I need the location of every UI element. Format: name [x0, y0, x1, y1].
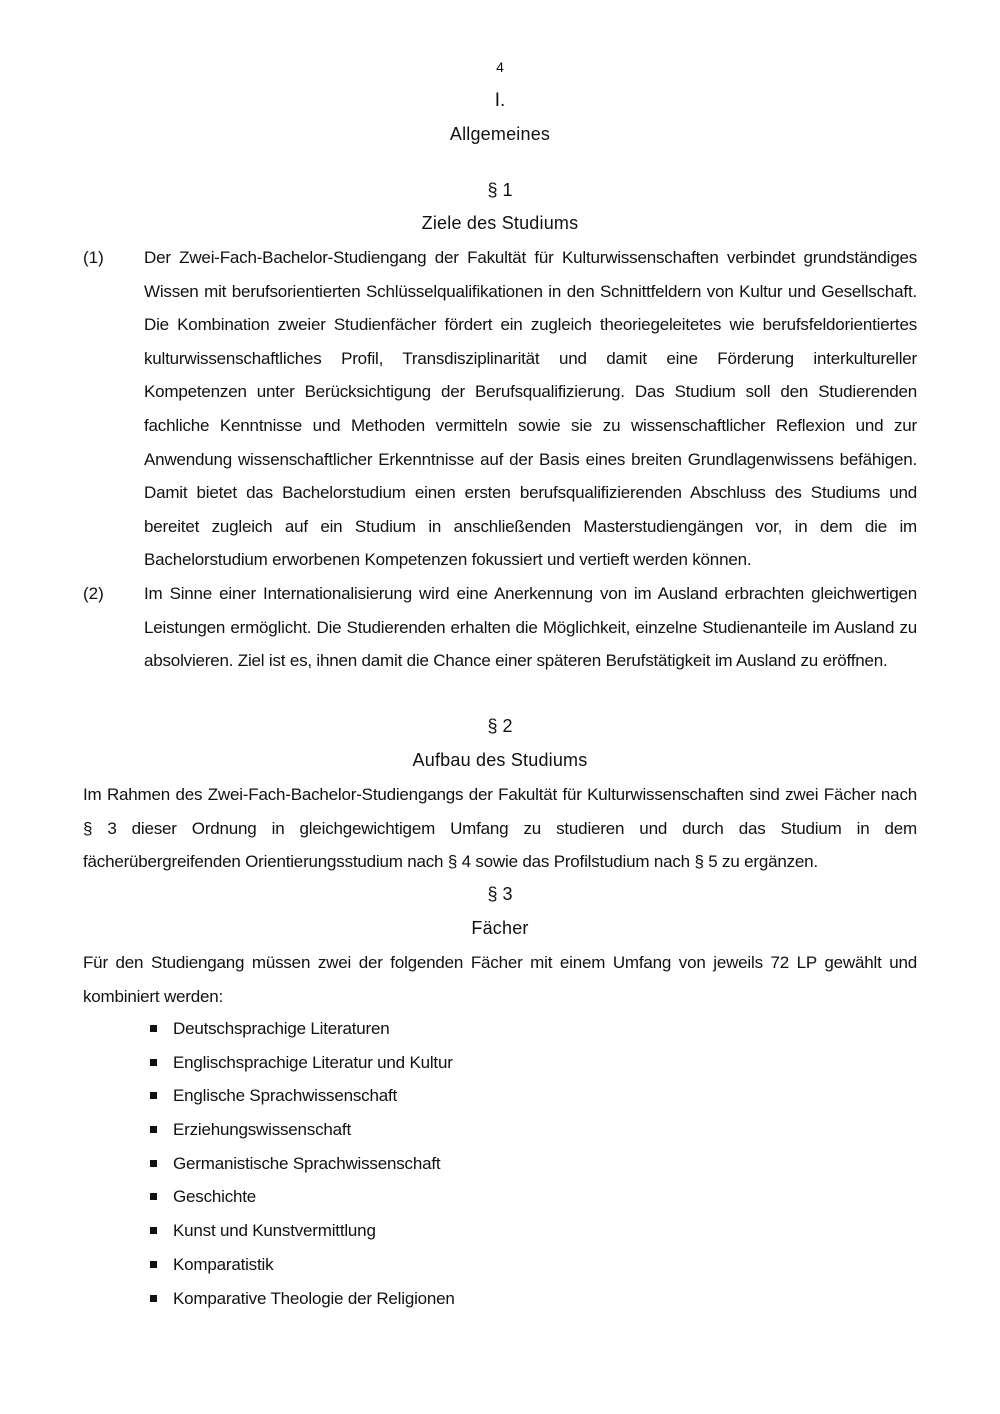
- subject-label: Erziehungswissenschaft: [173, 1120, 351, 1140]
- square-bullet-icon: [150, 1059, 157, 1066]
- item-text: Im Sinne einer Internationalisierung wird eine Anerkennung von im Ausland erbrachten gleichwertigen Leistungen ermöglicht. Die Studierenden erhalten die Möglichkeit, einzelne Studienanteile im Ausland zu absolvieren. Ziel ist es, ihnen damit die Chance einer späteren Berufstätigkeit im Ausland zu eröffnen.: [144, 584, 917, 671]
- section-2-text: Im Rahmen des Zwei-Fach-Bachelor-Studiengangs der Fakultät für Kulturwissenschaften sind zwei Fächer nach § 3 dieser Ordnung in gleichgewichtigem Umfang zu studieren und durch das Studium in dem fächerübergreifenden Orientierungsstudium nach § 4 sowie das Profilstudium nach § 5 zu ergänzen.: [83, 785, 917, 872]
- subject-label: Geschichte: [173, 1187, 257, 1207]
- square-bullet-icon: [150, 1092, 157, 1099]
- square-bullet-icon: [150, 1126, 157, 1133]
- item-number: (2): [83, 584, 104, 603]
- square-bullet-icon: [150, 1261, 157, 1268]
- item-number: (1): [83, 248, 104, 267]
- square-bullet-icon: [150, 1227, 157, 1234]
- part-numeral: I.: [494, 90, 506, 111]
- square-bullet-icon: [150, 1193, 157, 1200]
- subject-label: Komparative Theologie der Religionen: [173, 1288, 455, 1308]
- subject-label: Kunst und Kunstvermittlung: [173, 1221, 376, 1241]
- square-bullet-icon: [150, 1295, 157, 1302]
- subject-label: Komparatistik: [173, 1254, 274, 1274]
- subject-label: Germanistische Sprachwissenschaft: [173, 1153, 441, 1173]
- page-number: 4: [496, 59, 504, 75]
- square-bullet-icon: [150, 1025, 157, 1032]
- subject-label: Englische Sprachwissenschaft: [173, 1086, 398, 1106]
- section-3-title: Fächer: [471, 918, 529, 938]
- section-3-intro: Für den Studiengang müssen zwei der folgenden Fächer mit einem Umfang von jeweils 72 LP gewählt und kombiniert werden:: [83, 953, 917, 1006]
- section-1-sign: § 1: [487, 180, 513, 200]
- subject-label: Deutschsprachige Literaturen: [173, 1019, 390, 1038]
- part-title: Allgemeines: [449, 124, 551, 144]
- subject-label: Englischsprachige Literatur und Kultur: [173, 1052, 453, 1072]
- section-3-sign: § 3: [487, 884, 513, 904]
- section-2-title: Aufbau des Studiums: [412, 750, 588, 770]
- square-bullet-icon: [150, 1160, 157, 1167]
- section-1-title: Ziele des Studiums: [421, 213, 579, 233]
- section-2-sign: § 2: [487, 716, 513, 736]
- item-text: Der Zwei-Fach-Bachelor-Studiengang der Fakultät für Kulturwissenschaften verbindet grundständiges Wissen mit berufsorientierten Schlüsselqualifikationen in den Schnittfeldern von Kultur und Gesellschaft. Die Kombination zweier Studienfächer fördert ein zugleich theoriegeleitetes wie berufsfeldorientiertes kulturwissenschaftliches Profil, Transdisziplinarität und damit eine Förderung interkultureller Kompetenzen unter Berücksichtigung der Berufsqualifizierung. Das Studium soll den Studierenden fachliche Kenntnisse und Methoden vermitteln sowie sie zu wissenschaftlicher Reflexion und zur Anwendung wissenschaftlicher Erkenntnisse auf der Basis eines breiten Grundlagenwissens befähigen. Damit bietet das Bachelorstudium einen ersten berufsqualifizierenden Abschluss des Studiums und bereitet zugleich auf ein Studium in anschließenden Masterstudiengängen vor, in dem die im Bachelorstudium erworbenen Kompetenzen fokussiert und vertieft werden können.: [144, 248, 917, 570]
